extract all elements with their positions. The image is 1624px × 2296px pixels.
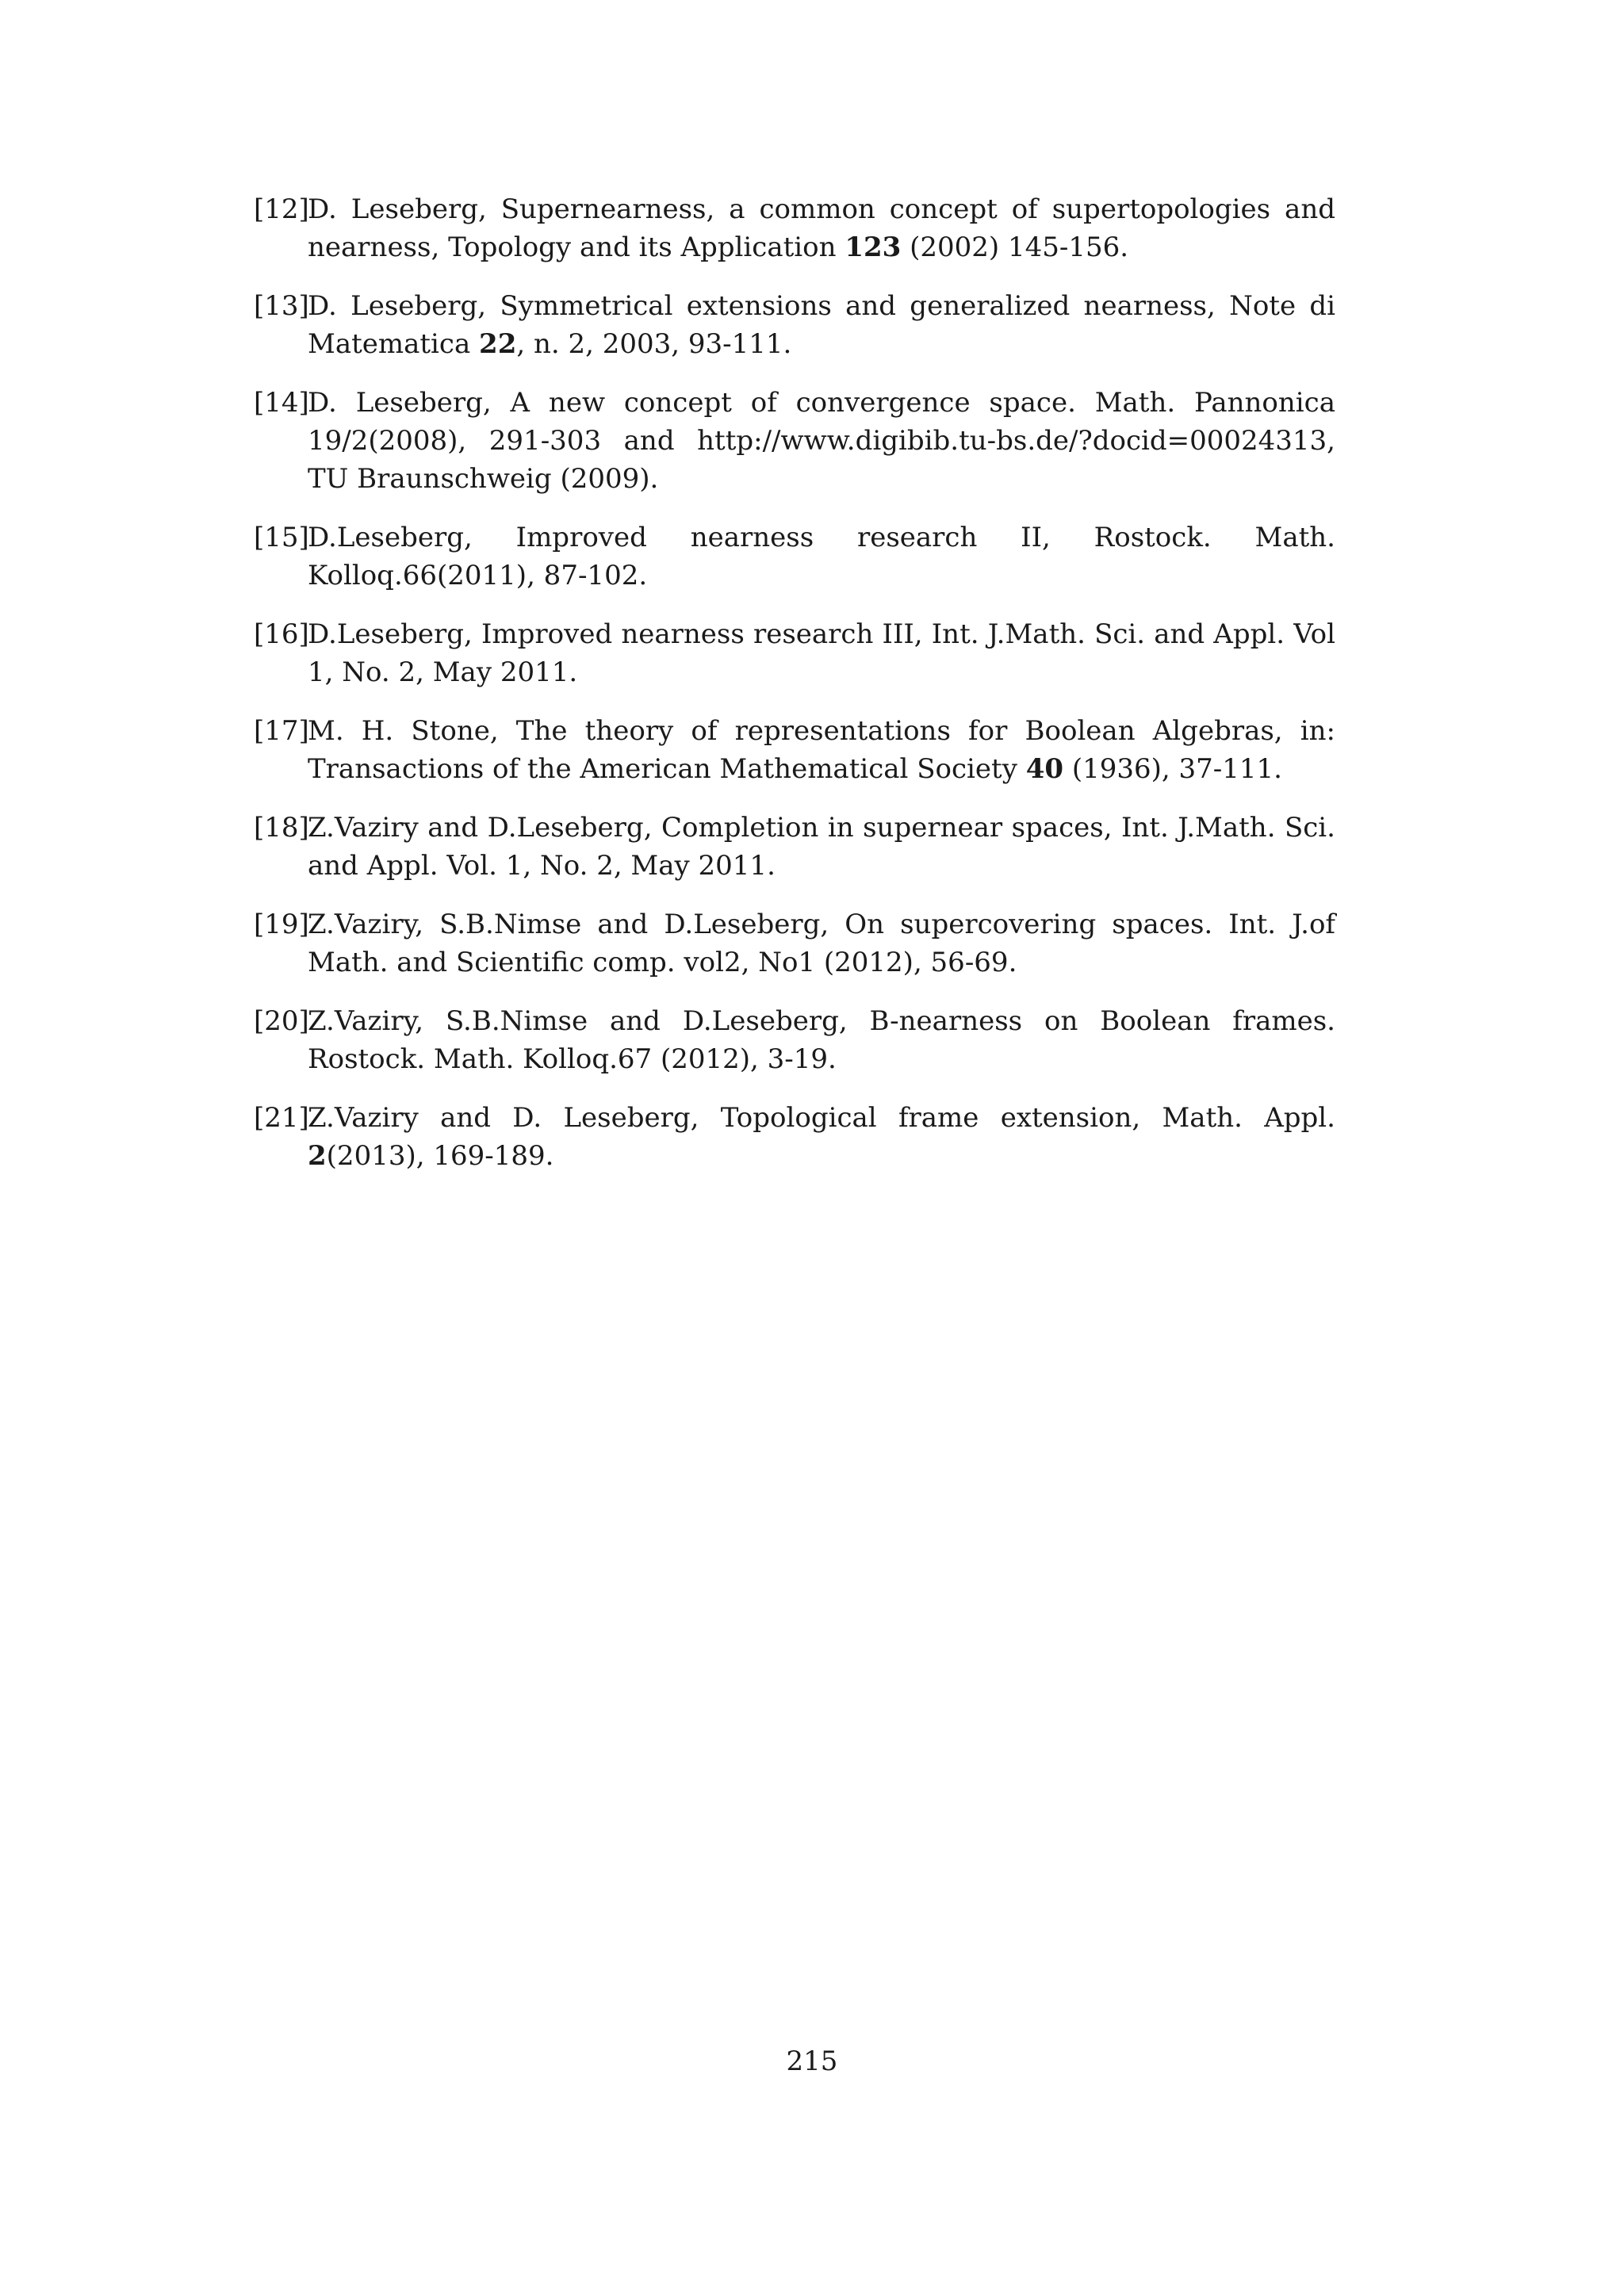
reference-text-tail: , n. 2, 2003, 93-111.: [516, 328, 792, 360]
reference-item: [254, 809, 1335, 885]
reference-item: [254, 615, 1335, 691]
reference-text-part: D. Leseberg, A new concept of convergence space. Math. Pannonica 19/2(2008), 291-303 and http://www.digibib.tu-bs.de/?docid=00024313, TU Braunschweig (2009).: [308, 387, 1335, 495]
reference-number: [12]: [254, 193, 309, 225]
reference-item: [254, 905, 1335, 982]
reference-text-part: Z.Vaziry, S.B.Nimse and D.Leseberg, B-nearness on Boolean frames. Rostock. Math. Kolloq.67 (2012), 3-19.: [308, 1005, 1335, 1075]
reference-text-part: D.Leseberg, Improved nearness research III, Int. J.Math. Sci. and Appl. Vol 1, No. 2, May 2011.: [308, 618, 1335, 688]
reference-text: [308, 193, 1335, 263]
reference-item: [254, 287, 1335, 363]
reference-number: [19]: [254, 909, 309, 940]
reference-text: [308, 812, 1335, 882]
reference-item: [254, 1099, 1335, 1175]
reference-number: [17]: [254, 715, 309, 747]
reference-text-part: Z.Vaziry and D.Leseberg, Completion in supernear spaces, Int. J.Math. Sci. and Appl. Vol. 1, No. 2, May 2011.: [308, 812, 1335, 882]
reference-text-part: D. Leseberg, Supernearness, a common concept of supertopologies and nearness, Topology and its Application: [308, 193, 1335, 263]
reference-number: [18]: [254, 812, 309, 844]
reference-text-tail: (2013), 169-189.: [326, 1140, 554, 1172]
reference-number: [13]: [254, 290, 309, 322]
reference-text: [308, 618, 1335, 688]
reference-volume: 123: [845, 232, 902, 263]
reference-volume: 22: [479, 328, 517, 360]
reference-text-part: D.Leseberg, Improved nearness research II, Rostock. Math. Kolloq.66(2011), 87-102.: [308, 522, 1335, 591]
reference-text: [308, 522, 1335, 591]
reference-text: [308, 909, 1335, 978]
reference-text: [308, 1102, 1335, 1172]
reference-text-tail: (2002) 145-156.: [901, 232, 1129, 263]
page-number: 215: [786, 2045, 838, 2077]
reference-text-tail: (1936), 37-111.: [1063, 753, 1282, 785]
reference-text: [308, 290, 1335, 360]
reference-volume: 40: [1025, 753, 1064, 785]
reference-number: [21]: [254, 1102, 309, 1134]
reference-text: [308, 387, 1335, 495]
reference-text-part: Z.Vaziry and D. Leseberg, Topological frame extension, Math. Appl.: [308, 1102, 1335, 1134]
reference-item: [254, 519, 1335, 595]
reference-number: [16]: [254, 618, 309, 650]
reference-text: [308, 1005, 1335, 1075]
reference-text-part: D. Leseberg, Symmetrical extensions and generalized nearness, Note di Matematica: [308, 290, 1335, 360]
reference-number: [15]: [254, 522, 309, 553]
reference-item: [254, 190, 1335, 266]
reference-text-part: Z.Vaziry, S.B.Nimse and D.Leseberg, On supercovering spaces. Int. J.of Math. and Scientific comp. vol2, No1 (2012), 56-69.: [308, 909, 1335, 978]
reference-text: [308, 715, 1335, 785]
reference-number: [14]: [254, 387, 309, 419]
reference-text-part: M. H. Stone, The theory of representations for Boolean Algebras, in: Transactions of the American Mathematical Society: [308, 715, 1335, 785]
reference-volume: 2: [308, 1140, 327, 1172]
reference-list: [254, 190, 1335, 1196]
reference-item: [254, 384, 1335, 498]
reference-item: [254, 1002, 1335, 1078]
reference-item: [254, 712, 1335, 788]
reference-number: [20]: [254, 1005, 309, 1037]
